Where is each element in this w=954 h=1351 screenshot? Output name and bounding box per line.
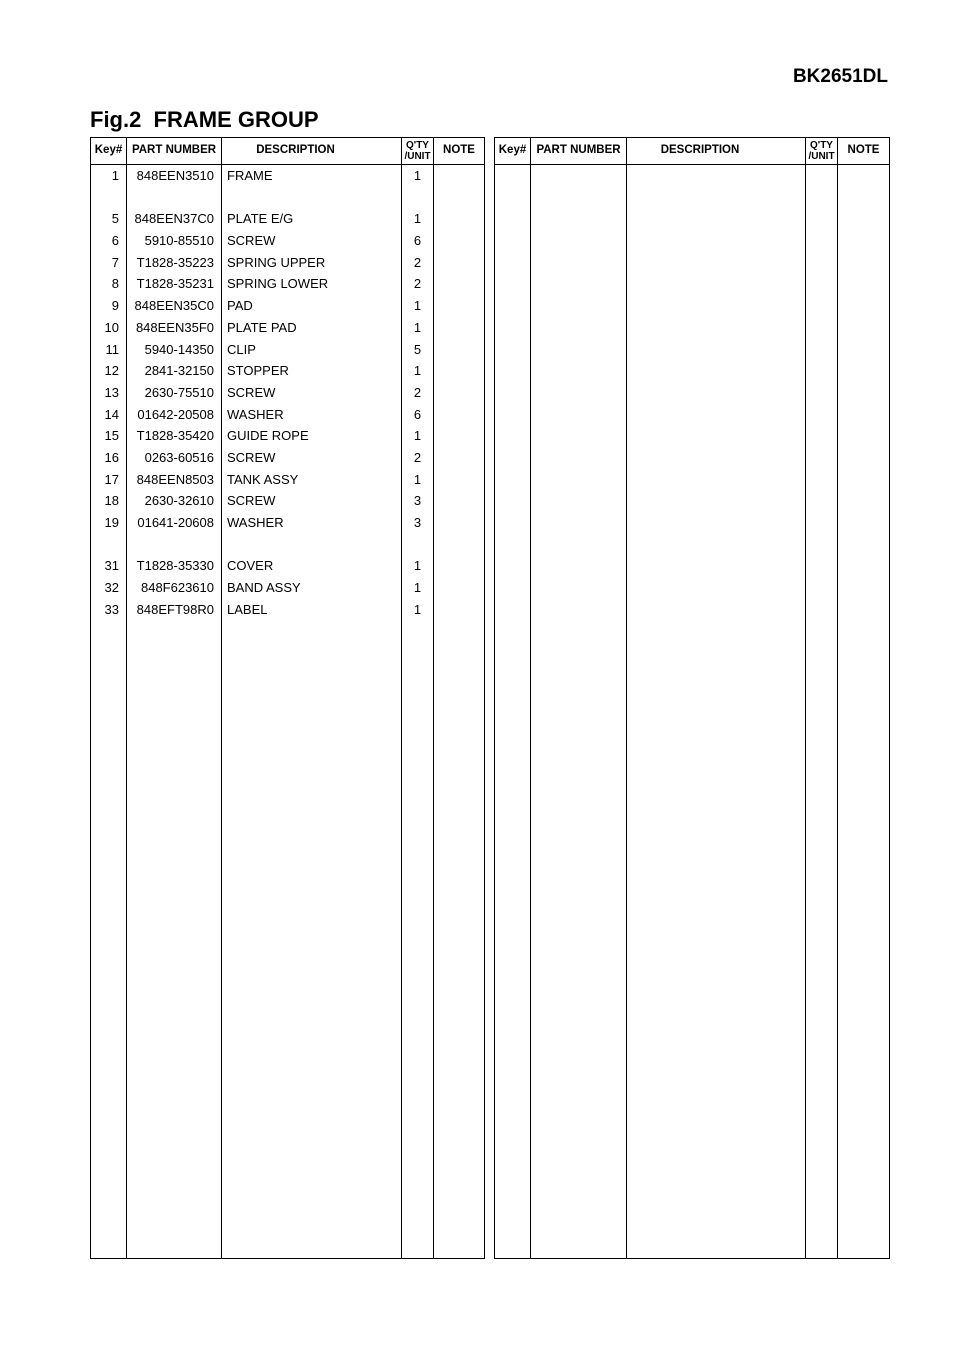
part-number-cell: T1828-35223 bbox=[127, 252, 222, 274]
table-filler-row bbox=[495, 165, 889, 1258]
description-cell: PLATE E/G bbox=[222, 208, 402, 230]
part-number-cell: T1828-35420 bbox=[127, 425, 222, 447]
note-cell bbox=[434, 599, 484, 621]
table-row bbox=[91, 555, 484, 577]
table-row bbox=[91, 230, 484, 252]
key-cell: 8 bbox=[91, 273, 127, 295]
table-row bbox=[91, 295, 484, 317]
table-row bbox=[91, 447, 484, 469]
note-cell bbox=[434, 187, 484, 209]
table-row bbox=[91, 512, 484, 534]
qty-cell: 2 bbox=[402, 252, 434, 274]
column-header-description: DESCRIPTION bbox=[222, 138, 402, 164]
table-filler-row bbox=[91, 620, 484, 1258]
key-cell: 15 bbox=[91, 425, 127, 447]
column-header-qty bbox=[806, 138, 838, 164]
key-cell: 5 bbox=[91, 208, 127, 230]
part-number-cell: 5940-14350 bbox=[127, 339, 222, 361]
note-cell bbox=[434, 165, 484, 187]
note-cell bbox=[434, 230, 484, 252]
note-cell bbox=[434, 295, 484, 317]
description-cell: TANK ASSY bbox=[222, 469, 402, 491]
description-cell: CLIP bbox=[222, 339, 402, 361]
qty-cell: 1 bbox=[402, 317, 434, 339]
qty-cell: 3 bbox=[402, 490, 434, 512]
key-cell: 33 bbox=[91, 599, 127, 621]
part-number-cell bbox=[531, 165, 627, 1258]
part-number-cell: 2630-75510 bbox=[127, 382, 222, 404]
note-cell bbox=[434, 382, 484, 404]
table-row bbox=[91, 425, 484, 447]
key-cell: 18 bbox=[91, 490, 127, 512]
description-cell bbox=[222, 534, 402, 556]
note-cell bbox=[434, 490, 484, 512]
part-number-cell: 2630-32610 bbox=[127, 490, 222, 512]
part-number-cell: 848EEN3510 bbox=[127, 165, 222, 187]
table-row bbox=[91, 317, 484, 339]
part-number-cell bbox=[127, 534, 222, 556]
key-cell: 10 bbox=[91, 317, 127, 339]
description-cell bbox=[222, 620, 402, 1258]
key-cell: 17 bbox=[91, 469, 127, 491]
qty-cell: 6 bbox=[402, 404, 434, 426]
note-cell bbox=[434, 577, 484, 599]
key-cell bbox=[91, 620, 127, 1258]
table-body bbox=[91, 165, 484, 1258]
part-number-cell: T1828-35330 bbox=[127, 555, 222, 577]
qty-header-line1: Q'TY bbox=[810, 140, 833, 151]
part-number-cell: 848EEN8503 bbox=[127, 469, 222, 491]
note-cell bbox=[434, 425, 484, 447]
qty-cell bbox=[402, 620, 434, 1258]
qty-cell: 1 bbox=[402, 295, 434, 317]
parts-table-right bbox=[494, 137, 890, 1259]
part-number-cell: 01642-20508 bbox=[127, 404, 222, 426]
table-row bbox=[91, 490, 484, 512]
column-header-part-number: PART NUMBER bbox=[127, 138, 222, 164]
description-cell bbox=[627, 165, 806, 1258]
part-number-cell: 848EEN35F0 bbox=[127, 317, 222, 339]
key-cell bbox=[91, 187, 127, 209]
table-header-row bbox=[495, 138, 889, 165]
description-cell: GUIDE ROPE bbox=[222, 425, 402, 447]
table-row bbox=[91, 599, 484, 621]
column-header-qty bbox=[402, 138, 434, 164]
note-cell bbox=[434, 273, 484, 295]
column-header-description: DESCRIPTION bbox=[627, 138, 806, 164]
description-cell: PLATE PAD bbox=[222, 317, 402, 339]
qty-cell bbox=[806, 165, 838, 1258]
part-number-cell: 848EFT98R0 bbox=[127, 599, 222, 621]
note-cell bbox=[434, 512, 484, 534]
parts-table-left bbox=[90, 137, 485, 1259]
description-cell: SCREW bbox=[222, 447, 402, 469]
qty-cell: 1 bbox=[402, 208, 434, 230]
note-cell bbox=[434, 208, 484, 230]
note-cell bbox=[434, 620, 484, 1258]
qty-cell: 1 bbox=[402, 469, 434, 491]
key-cell: 11 bbox=[91, 339, 127, 361]
figure-title: Fig.2 FRAME GROUP bbox=[90, 107, 319, 132]
part-number-cell bbox=[127, 620, 222, 1258]
spacer-row bbox=[91, 534, 484, 556]
qty-cell: 2 bbox=[402, 382, 434, 404]
part-number-cell: 848EEN35C0 bbox=[127, 295, 222, 317]
key-cell bbox=[91, 534, 127, 556]
note-cell bbox=[434, 317, 484, 339]
key-cell: 1 bbox=[91, 165, 127, 187]
qty-cell: 1 bbox=[402, 360, 434, 382]
note-cell bbox=[434, 469, 484, 491]
part-number-cell: 2841-32150 bbox=[127, 360, 222, 382]
table-row bbox=[91, 252, 484, 274]
qty-cell: 5 bbox=[402, 339, 434, 361]
spacer-row bbox=[91, 187, 484, 209]
description-cell: STOPPER bbox=[222, 360, 402, 382]
table-row bbox=[91, 382, 484, 404]
description-cell: WASHER bbox=[222, 512, 402, 534]
note-cell bbox=[838, 165, 889, 1258]
note-cell bbox=[434, 555, 484, 577]
qty-header-line1: Q'TY bbox=[406, 140, 429, 151]
column-header-key: Key# bbox=[91, 138, 127, 164]
key-cell: 7 bbox=[91, 252, 127, 274]
part-number-cell: 848EEN37C0 bbox=[127, 208, 222, 230]
description-cell: PAD bbox=[222, 295, 402, 317]
column-header-note: NOTE bbox=[847, 144, 880, 157]
column-header-part-number: PART NUMBER bbox=[531, 138, 627, 164]
description-cell: SCREW bbox=[222, 230, 402, 252]
key-cell: 9 bbox=[91, 295, 127, 317]
part-number-cell bbox=[127, 187, 222, 209]
table-header-row bbox=[91, 138, 484, 165]
qty-cell: 6 bbox=[402, 230, 434, 252]
note-cell bbox=[434, 447, 484, 469]
part-number-cell: 848F623610 bbox=[127, 577, 222, 599]
table-body bbox=[495, 165, 889, 1258]
qty-cell: 1 bbox=[402, 165, 434, 187]
qty-cell bbox=[402, 187, 434, 209]
part-number-cell: T1828-35231 bbox=[127, 273, 222, 295]
qty-cell: 1 bbox=[402, 599, 434, 621]
description-cell: FRAME bbox=[222, 165, 402, 187]
note-cell bbox=[434, 404, 484, 426]
key-cell: 6 bbox=[91, 230, 127, 252]
model-number: BK2651DL bbox=[792, 66, 888, 87]
table-row bbox=[91, 360, 484, 382]
note-cell bbox=[434, 339, 484, 361]
key-cell bbox=[495, 165, 531, 1258]
note-cell bbox=[434, 360, 484, 382]
table-row bbox=[91, 208, 484, 230]
qty-cell: 2 bbox=[402, 273, 434, 295]
key-cell: 32 bbox=[91, 577, 127, 599]
note-cell bbox=[434, 252, 484, 274]
column-header-key: Key# bbox=[495, 138, 531, 164]
qty-cell: 1 bbox=[402, 577, 434, 599]
qty-cell: 2 bbox=[402, 447, 434, 469]
description-cell: SPRING LOWER bbox=[222, 273, 402, 295]
qty-cell: 3 bbox=[402, 512, 434, 534]
part-number-cell: 5910-85510 bbox=[127, 230, 222, 252]
description-cell: SCREW bbox=[222, 490, 402, 512]
qty-cell: 1 bbox=[402, 555, 434, 577]
key-cell: 16 bbox=[91, 447, 127, 469]
column-header-note: NOTE bbox=[443, 144, 475, 157]
table-row bbox=[91, 273, 484, 295]
key-cell: 19 bbox=[91, 512, 127, 534]
table-row bbox=[91, 165, 484, 187]
table-row bbox=[91, 339, 484, 361]
key-cell: 31 bbox=[91, 555, 127, 577]
key-cell: 13 bbox=[91, 382, 127, 404]
key-cell: 12 bbox=[91, 360, 127, 382]
key-cell: 14 bbox=[91, 404, 127, 426]
qty-cell bbox=[402, 534, 434, 556]
description-cell: BAND ASSY bbox=[222, 577, 402, 599]
description-cell: SPRING UPPER bbox=[222, 252, 402, 274]
qty-header-line2: /UNIT bbox=[404, 151, 431, 162]
qty-cell: 1 bbox=[402, 425, 434, 447]
part-number-cell: 01641-20608 bbox=[127, 512, 222, 534]
description-cell: LABEL bbox=[222, 599, 402, 621]
part-number-cell: 0263-60516 bbox=[127, 447, 222, 469]
description-cell bbox=[222, 187, 402, 209]
note-cell bbox=[434, 534, 484, 556]
description-cell: SCREW bbox=[222, 382, 402, 404]
description-cell: COVER bbox=[222, 555, 402, 577]
table-row bbox=[91, 404, 484, 426]
table-row bbox=[91, 577, 484, 599]
table-row bbox=[91, 469, 484, 491]
qty-header-line2: /UNIT bbox=[808, 151, 835, 162]
description-cell: WASHER bbox=[222, 404, 402, 426]
